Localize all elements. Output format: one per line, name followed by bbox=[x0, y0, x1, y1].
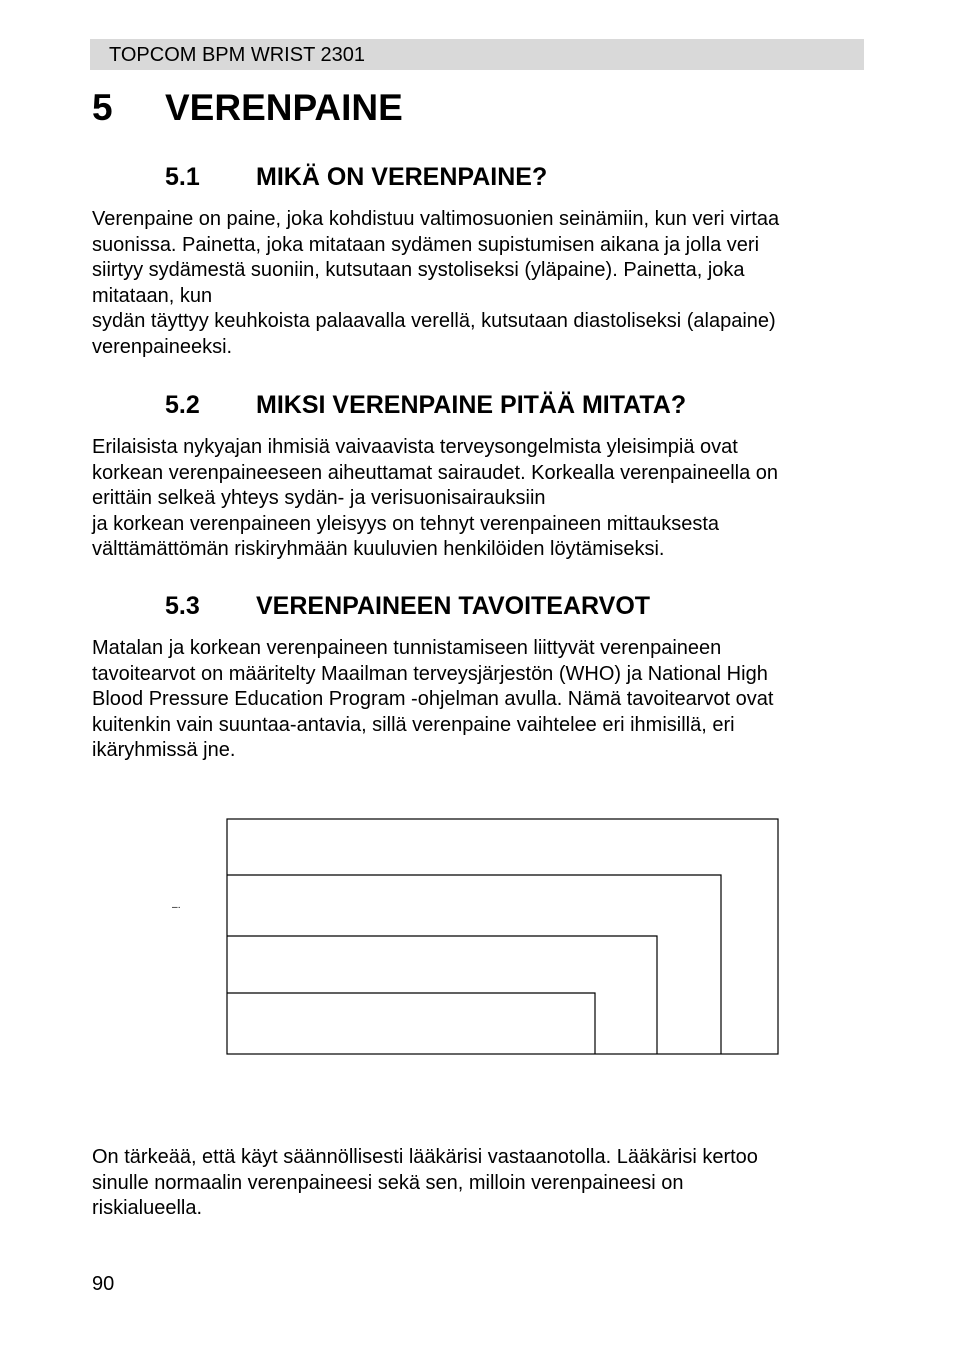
paragraph-line: tavoitearvot on määritelty Maailman terveysjärjestön (WHO) ja National High bbox=[92, 662, 768, 685]
header-text: TOPCOM BPM WRIST 2301 bbox=[109, 44, 365, 66]
paragraph-line: Erilaisista nykyajan ihmisiä vaivaavista terveysongelmista yleisimpiä ovat bbox=[92, 436, 738, 458]
chapter-title: VERENPAINE bbox=[165, 87, 403, 128]
zone-3 bbox=[227, 936, 657, 1054]
section-paragraph-5-3 bbox=[92, 636, 867, 764]
page-number: 90 bbox=[92, 1273, 115, 1295]
paragraph-line: Verenpaine on paine, joka kohdistuu valtimosuonien seinämiin, kun veri virtaa bbox=[92, 208, 780, 230]
paragraph-line: ja korkean verenpaineen yleisyys on tehnyt verenpaineen mittauksesta bbox=[92, 512, 720, 535]
running-header bbox=[90, 39, 864, 70]
section-title: MIKÄ ON VERENPAINE? bbox=[256, 163, 548, 191]
paragraph-line: Matalan ja korkean verenpaineen tunnistamiseen liittyvät verenpaineen bbox=[92, 637, 722, 659]
zone-2 bbox=[227, 875, 721, 1054]
paragraph-line: Blood Pressure Education Program -ohjelman avulla. Nämä tavoitearvot ovat bbox=[92, 688, 774, 711]
paragraph-line: siirtyy sydämestä suoniin, kutsutaan systoliseksi (yläpaine). Painetta, joka bbox=[92, 259, 745, 282]
paragraph-line: riskialueella. bbox=[92, 1197, 203, 1220]
chapter-number: 5 bbox=[92, 87, 113, 128]
closing-paragraph bbox=[92, 1145, 867, 1222]
paragraph-line: mitataan, kun bbox=[92, 284, 213, 307]
paragraph-line: korkean verenpaineeseen aiheuttamat sairaudet. Korkealla verenpaineella on bbox=[92, 461, 779, 484]
paragraph-line: erittäin selkeä yhteys sydän- ja verisuonisairauksiin bbox=[92, 487, 546, 510]
section-paragraph-5-1 bbox=[92, 207, 867, 361]
paragraph-line: kuitenkin vain suuntaa-antavia, sillä verenpaine vaihtelee eri ihmisillä, eri bbox=[92, 713, 735, 736]
zone-4 bbox=[227, 993, 595, 1054]
paragraph-line: sydän täyttyy keuhkoista palaavalla verellä, kutsutaan diastoliseksi (alapaine) bbox=[92, 310, 776, 333]
paragraph-line: On tärkeää, että käyt säännöllisesti lääkärisi vastaanotolla. Lääkärisi kertoo bbox=[92, 1146, 758, 1168]
section-title: VERENPAINEEN TAVOITEARVOT bbox=[256, 592, 651, 620]
section-number: 5.3 bbox=[165, 592, 200, 620]
paragraph-line: välttämättömän riskiryhmään kuuluvien henkilöiden löytämiseksi. bbox=[92, 538, 665, 561]
section-number: 5.2 bbox=[165, 391, 200, 419]
section-paragraph-5-2 bbox=[92, 435, 867, 563]
paragraph-line: ikäryhmissä jne. bbox=[92, 739, 236, 762]
paragraph-line: suonissa. Painetta, joka mitataan sydämen supistumisen aikana ja jolla veri bbox=[92, 233, 760, 256]
figure-axis-mark: –· bbox=[172, 902, 181, 913]
paragraph-line: verenpaineeksi. bbox=[92, 335, 233, 358]
section-title: MIKSI VERENPAINE PITÄÄ MITATA? bbox=[256, 391, 687, 419]
section-number: 5.1 bbox=[165, 163, 200, 191]
blood-pressure-zones-figure bbox=[226, 818, 779, 1056]
paragraph-line: sinulle normaalin verenpaineesi sekä sen, milloin verenpaineesi on bbox=[92, 1171, 684, 1194]
